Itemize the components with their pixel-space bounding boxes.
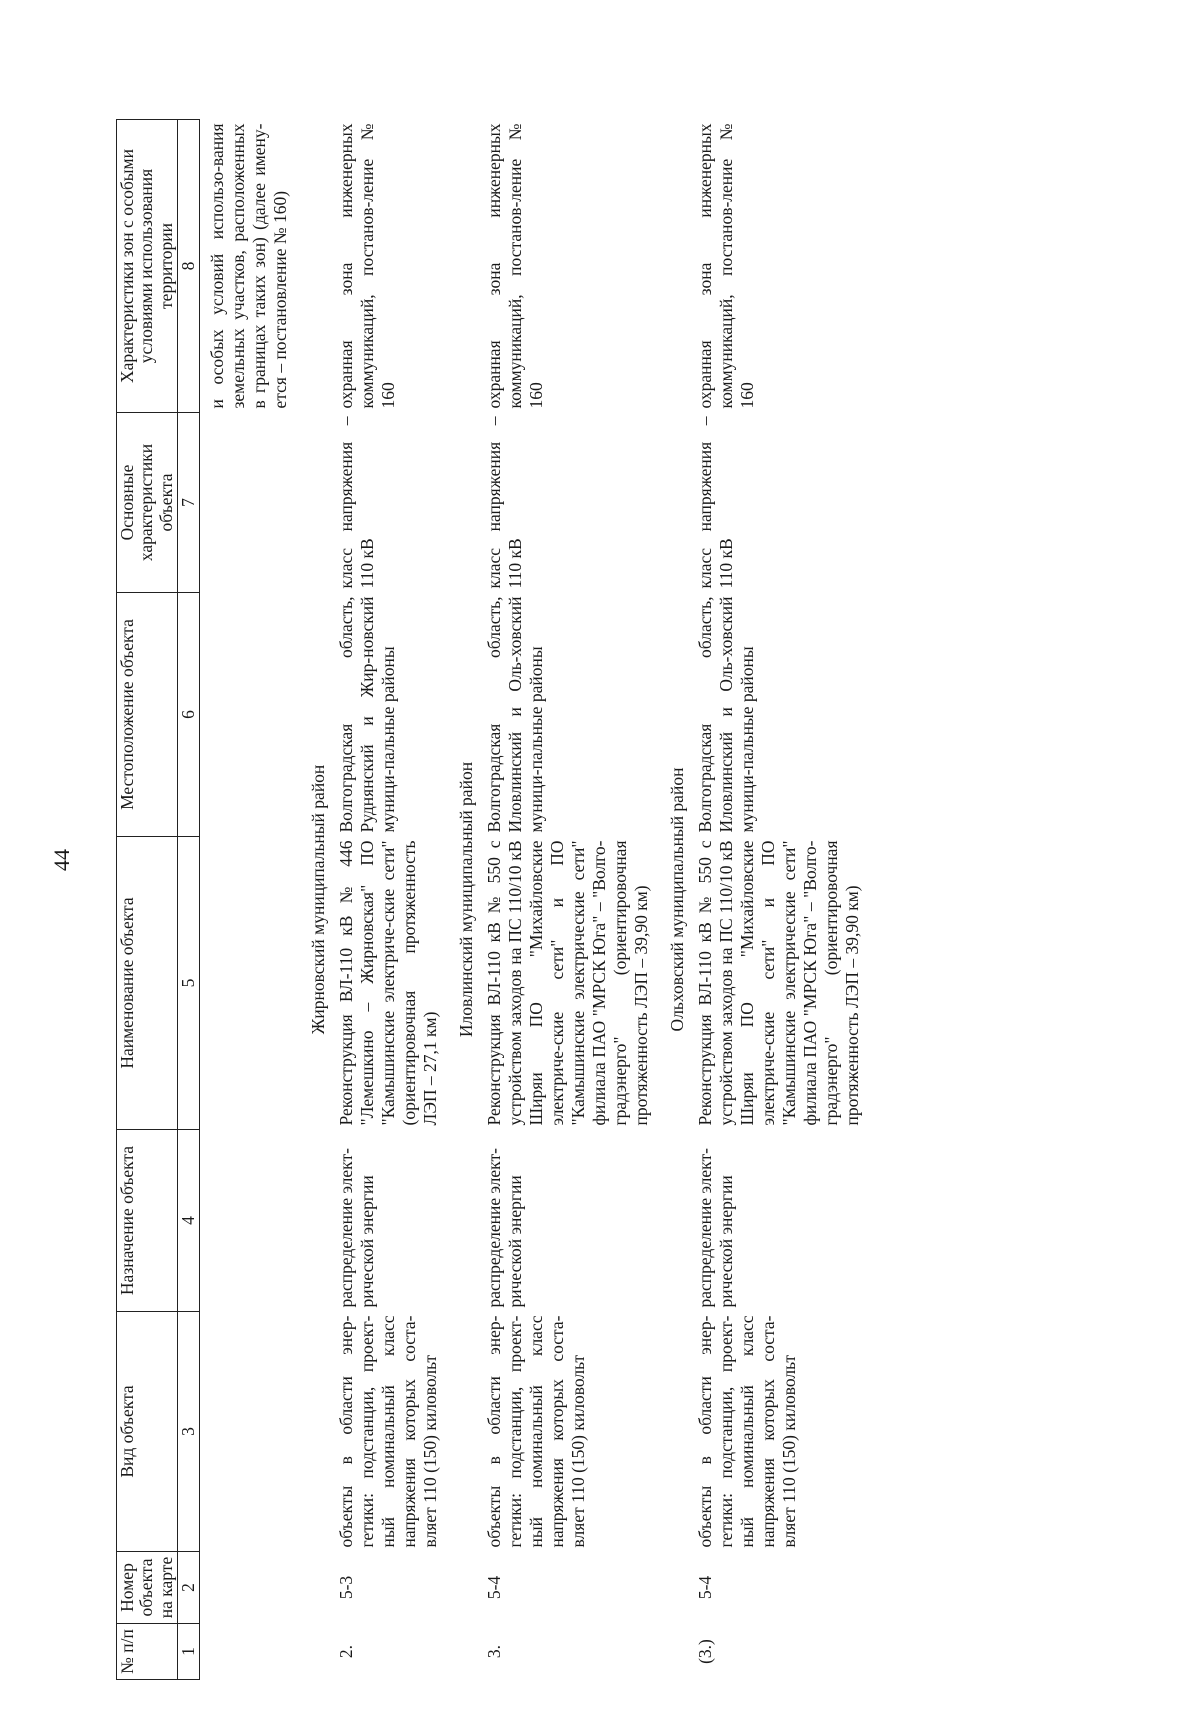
- continuation-row: [206, 120, 305, 1680]
- table-row: [332, 120, 453, 1680]
- header-cell: № п/п: [117, 1624, 178, 1680]
- object-characteristics: класс напряжения – 110 кВ: [335, 416, 377, 589]
- row-number: (3.): [694, 1639, 715, 1664]
- object-name: Реконструкция ВЛ-110 кВ № 550 с устройством заходов на ПС 110/10 кВ Ширяи ПО "Михайловские электриче-ские сети" и ПО "Камышинские электрические сети" филиала ПАО "МРСК Юга" – "Волго-градэнерго" (ориентировочная протяженность ЛЭП – 39,90 км): [483, 840, 651, 1126]
- objects-table: [116, 119, 875, 1680]
- row-number: 2.: [335, 1644, 356, 1659]
- object-location: Волгоградская область, Иловлинский и Оль-ховский муници-пальные районы: [483, 596, 546, 833]
- column-number: 7: [177, 413, 199, 593]
- zone-characteristics: охранная зона инженерных коммуникаций, постанов-ление № 160: [483, 123, 546, 409]
- header-cell: Номер объекта на карте: [117, 1552, 178, 1624]
- column-number: 1: [177, 1624, 199, 1680]
- rotated-table-container: [116, 120, 875, 1680]
- table-row: [691, 120, 875, 1680]
- column-number: 6: [177, 593, 199, 837]
- section-heading-row: [453, 120, 480, 1680]
- object-purpose: распределение элект-рической энергии: [335, 1148, 377, 1308]
- header-cell: Вид объекта: [117, 1312, 178, 1552]
- column-number: 4: [177, 1130, 199, 1312]
- object-type: объекты в области энер-гетики: подстанции, проект-ный номинальный класс напряжения которых соста-вляет 110 (150) киловольт: [694, 1315, 799, 1548]
- object-characteristics: класс напряжения – 110 кВ: [694, 416, 736, 589]
- object-name: Реконструкция ВЛ-110 кВ № 550 с устройством заходов на ПС 110/10 кВ Ширяи ПО "Михайловские электриче-ские сети" и ПО "Камышинские электрические сети" филиала ПАО "МРСК Юга" – "Волго-градэнерго" (ориентировочная протяженность ЛЭП – 39,90 км): [694, 840, 862, 1126]
- object-purpose: распределение элект-рической энергии: [694, 1148, 736, 1308]
- object-characteristics: класс напряжения – 110 кВ: [483, 416, 525, 589]
- map-number: 5-3: [335, 1575, 356, 1600]
- column-number-row: [177, 120, 199, 1680]
- object-purpose: распределение элект-рической энергии: [483, 1148, 525, 1308]
- section-heading-row: [664, 120, 691, 1680]
- object-type: объекты в области энер-гетики: подстанции, проект-ный номинальный класс напряжения которых соста-вляет 110 (150) киловольт: [483, 1315, 588, 1548]
- table-row: [480, 120, 664, 1680]
- object-name: Реконструкция ВЛ-110 кВ № 446 "Лемешкино – Жирновская" ПО "Камышинские электриче-ские сети" (ориентировочная протяженность ЛЭП – 27,1 км): [335, 840, 440, 1126]
- section-title: Жирновский муниципальный район: [307, 764, 328, 1035]
- object-location: Волгоградская область, Руднянский и Жир-новский муници-пальные районы: [335, 596, 398, 833]
- header-cell: Назначение объекта: [117, 1130, 178, 1312]
- header-cell: Наименование объекта: [117, 837, 178, 1130]
- row-number: 3.: [483, 1644, 504, 1659]
- column-number: 2: [177, 1552, 199, 1624]
- continuation-text: и особых условий использо-вания земельных участков, расположенных в границах таких зон) (далее имену-ется – постановление № 160): [206, 123, 290, 409]
- section-heading-row: [305, 120, 332, 1680]
- column-number: 8: [177, 120, 199, 413]
- zone-characteristics: охранная зона инженерных коммуникаций, постанов-ление № 160: [335, 123, 398, 409]
- column-number: 5: [177, 837, 199, 1130]
- page-number: 44: [49, 849, 74, 871]
- section-title: Ольховский муниципальный район: [666, 767, 687, 1032]
- header-cell: Основные характеристики объекта: [117, 413, 178, 593]
- object-type: объекты в области энер-гетики: подстанции, проект-ный номинальный класс напряжения которых соста-вляет 110 (150) киловольт: [335, 1315, 440, 1548]
- table-header-row: [117, 120, 178, 1680]
- section-title: Иловлинский муниципальный район: [455, 761, 476, 1038]
- header-cell: Характеристики зон с особыми условиями использования территории: [117, 120, 178, 413]
- map-number: 5-4: [694, 1575, 715, 1600]
- column-number: 3: [177, 1312, 199, 1552]
- header-cell: Местоположение объекта: [117, 593, 178, 837]
- zone-characteristics: охранная зона инженерных коммуникаций, постанов-ление № 160: [694, 123, 757, 409]
- object-location: Волгоградская область, Иловлинский и Оль-ховский муници-пальные районы: [694, 596, 757, 833]
- map-number: 5-4: [483, 1575, 504, 1600]
